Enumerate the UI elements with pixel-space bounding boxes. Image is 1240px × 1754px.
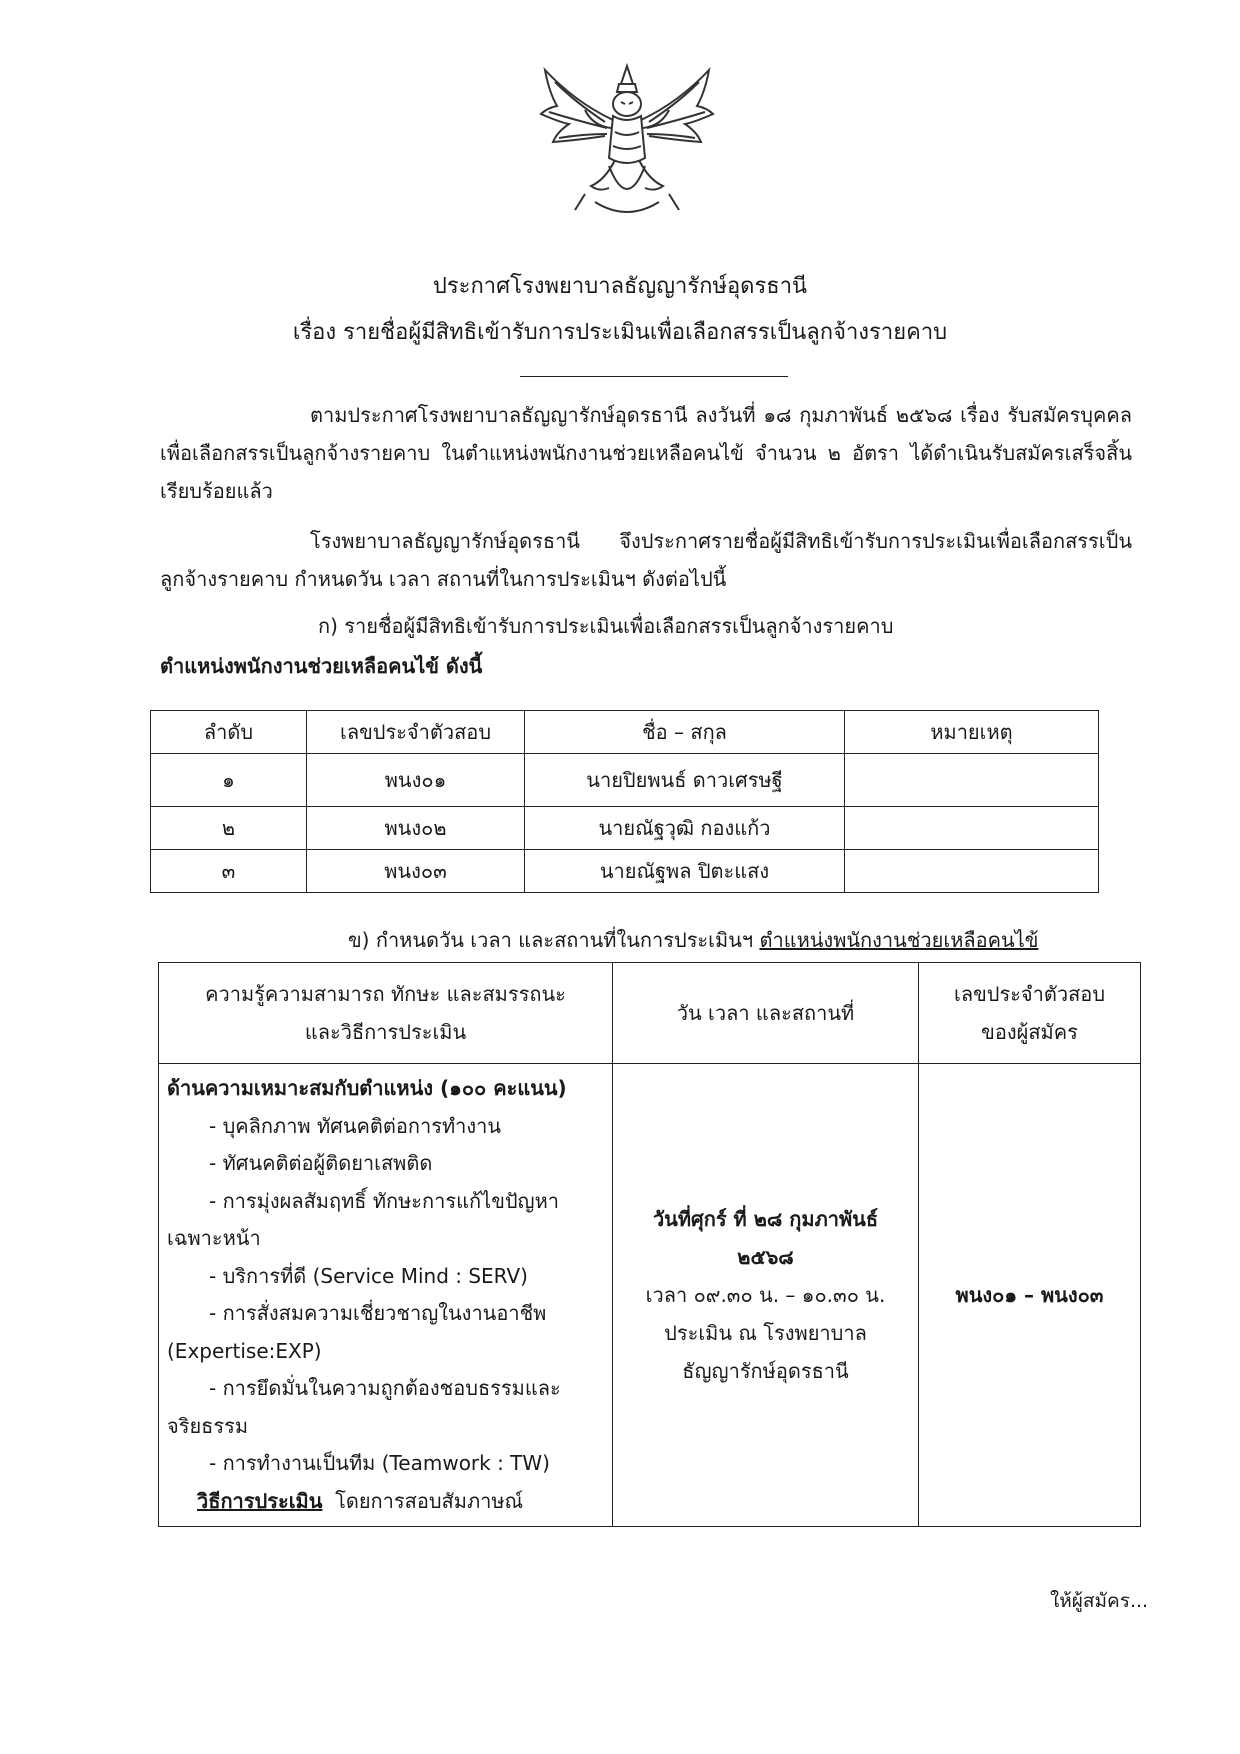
assessment-method — [167, 1483, 604, 1521]
criteria-item: - การทำงานเป็นทีม (Teamwork : TW) — [209, 1451, 550, 1475]
header-exam-id — [919, 963, 1141, 1064]
exam-id-range: พนง๐๑ – พนง๐๓ — [919, 1064, 1141, 1527]
announcement-title: ประกาศโรงพยาบาลธัญญารักษ์อุดรธานี — [432, 274, 808, 299]
criteria-item: - การสั่งสมความเชี่ยวชาญในงานอาชีพ — [209, 1301, 547, 1325]
criteria-item: - บริการที่ดี (Service Mind : SERV) — [209, 1263, 528, 1288]
criteria-item: - การมุ่งผลสัมฤทธิ์ ทักษะการแก้ไขปัญหา — [209, 1188, 560, 1213]
row-note — [845, 850, 1099, 893]
assessment-time: เวลา ๐๙.๓๐ น. – ๑๐.๓๐ น. — [645, 1283, 886, 1307]
assessment-date-line1: วันที่ศุกร์ ที่ ๒๘ กุมภาพันธ์ — [652, 1207, 879, 1231]
row-name: นายณัฐพล ปิตะแสง — [525, 850, 845, 893]
row-exam-id: พนง๐๑ — [307, 754, 525, 807]
body-paragraph-2: โรงพยาบาลธัญญารักษ์อุดรธานี จึงประกาศรายชื่อผู้มีสิทธิเข้ารับการประเมินเพื่อเลือกสรรเป็นลูกจ้างรายคาบ กำหนดวัน เวลา สถานที่ในการประเมินฯ ดังต่อไปนี้ — [160, 529, 1132, 591]
page-continuation: ให้ผู้สมัคร... — [1050, 1590, 1149, 1612]
row-order: ๓ — [151, 850, 307, 893]
section-b-heading-position: ตำแหน่งพนักงานช่วยเหลือคนไข้ — [759, 928, 1039, 952]
row-order: ๒ — [151, 807, 307, 850]
section-a-heading: ก) รายชื่อผู้มีสิทธิเข้ารับการประเมินเพื่อเลือกสรรเป็นลูกจ้างรายคาบ — [318, 614, 894, 638]
candidate-table-header — [151, 711, 1099, 754]
column-header-name: ชื่อ – สกุล — [525, 711, 845, 754]
section-b-heading-prefix: ข) กำหนดวัน เวลา และสถานที่ในการประเมินฯ — [348, 928, 760, 952]
assessment-place-line2: ธัญญารักษ์อุดรธานี — [682, 1359, 849, 1383]
header-criteria-line2: และวิธีการประเมิน — [304, 1020, 467, 1044]
criteria-item-continued: จริยธรรม — [167, 1413, 249, 1438]
row-exam-id: พนง๐๒ — [307, 807, 525, 850]
body-paragraph-1: ตามประกาศโรงพยาบาลธัญญารักษ์อุดรธานี ลงวันที่ ๑๘ กุมภาพันธ์ ๒๕๖๘ เรื่อง รับสมัครบุคคลเพื่อเลือกสรรเป็นลูกจ้างรายคาบ ในตำแหน่งพนักงานช่วยเหลือคนไข้ จำนวน ๒ อัตรา ได้ดำเนินรับสมัครเสร็จสิ้นเรียบร้อยแล้ว — [160, 403, 1132, 503]
table-row — [151, 754, 1099, 807]
section-b-heading — [348, 924, 1038, 956]
header-criteria — [159, 963, 613, 1064]
header-criteria-line1: ความรู้ความสามารถ ทักษะ และสมรรถนะ — [205, 982, 566, 1006]
row-order: ๑ — [151, 754, 307, 807]
criteria-title: ด้านความเหมาะสมกับตำแหน่ง (๑๐๐ คะแนน) — [167, 1076, 567, 1100]
announcement-subject: เรื่อง รายชื่อผู้มีสิทธิเข้ารับการประเมินเพื่อเลือกสรรเป็นลูกจ้างรายคาบ — [292, 320, 948, 345]
date-place-cell — [613, 1064, 919, 1527]
criteria-item-continued: (Expertise:EXP) — [167, 1338, 322, 1363]
header-exam-id-line1: เลขประจำตัวสอบ — [953, 982, 1106, 1006]
table-row — [151, 850, 1099, 893]
assessment-method-value: โดยการสอบสัมภาษณ์ — [335, 1488, 524, 1513]
assessment-date-line2: ๒๕๖๘ — [737, 1245, 794, 1269]
criteria-item: - บุคลิกภาพ ทัศนคติต่อการทำงาน — [209, 1113, 502, 1138]
column-header-order: ลำดับ — [151, 711, 307, 754]
criteria-item: - ทัศนคติต่อผู้ติดยาเสพติด — [209, 1151, 433, 1175]
title-divider — [520, 376, 788, 377]
header-exam-id-line2: ของผู้สมัคร — [981, 1020, 1078, 1044]
table-row — [151, 807, 1099, 850]
criteria-cell — [159, 1064, 613, 1527]
assessment-place-line1: ประเมิน ณ โรงพยาบาล — [664, 1321, 867, 1345]
row-name: นายปิยพนธ์ ดาวเศรษฐี — [525, 754, 845, 807]
garuda-emblem-icon — [535, 62, 720, 222]
assessment-method-label: วิธีการประเมิน — [197, 1488, 323, 1513]
criteria-item-continued: เฉพาะหน้า — [167, 1226, 261, 1250]
header-date-place: วัน เวลา และสถานที่ — [613, 963, 919, 1064]
row-note — [845, 807, 1099, 850]
criteria-item: - การยึดมั่นในความถูกต้องชอบธรรมและ — [209, 1376, 561, 1400]
row-exam-id: พนง๐๓ — [307, 850, 525, 893]
row-note — [845, 754, 1099, 807]
column-header-exam-id: เลขประจำตัวสอบ — [307, 711, 525, 754]
assessment-row — [159, 1064, 1141, 1527]
column-header-note: หมายเหตุ — [845, 711, 1099, 754]
assessment-table — [158, 962, 1141, 1527]
section-a-subheading: ตำแหน่งพนักงานช่วยเหลือคนไข้ ดังนี้ — [160, 654, 483, 678]
row-name: นายณัฐวุฒิ กองแก้ว — [525, 807, 845, 850]
candidate-table — [150, 710, 1099, 893]
assessment-table-header — [159, 963, 1141, 1064]
